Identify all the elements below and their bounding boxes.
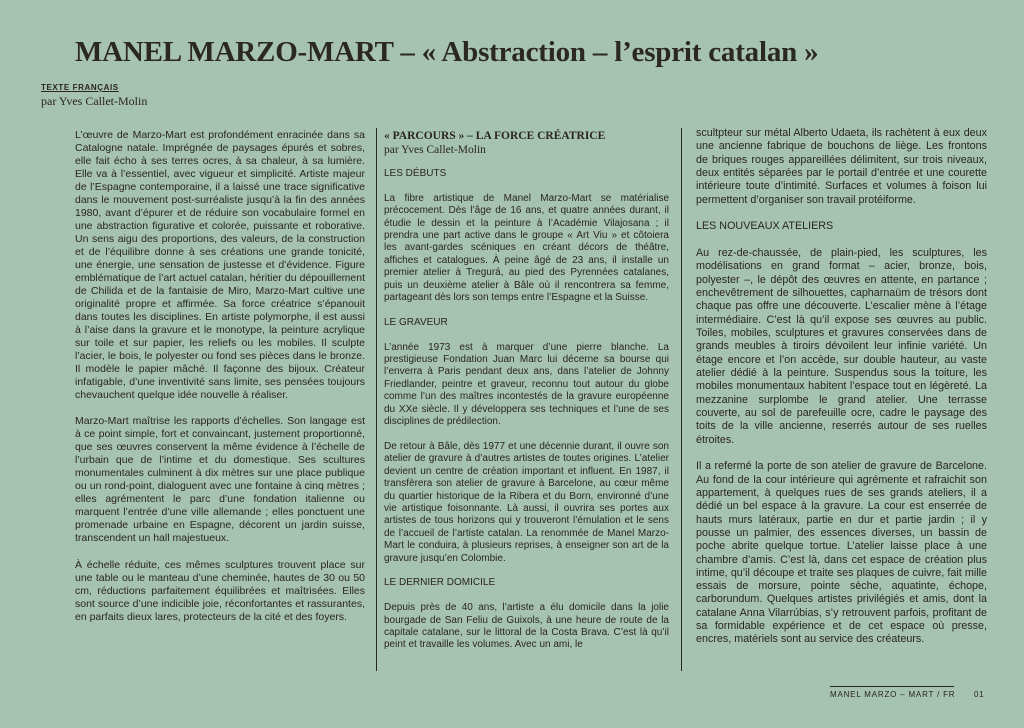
column-divider [681, 128, 682, 671]
column-1 [75, 129, 365, 637]
footer-rule [830, 686, 954, 687]
footer-label: MANEL MARZO – MART / FR [830, 690, 956, 699]
paragraph: De retour à Bâle, dès 1977 et une décennie durant, il ouvre son atelier de gravure à d’autres artistes de toutes origines. L’atelier devient un centre de création important et influent. En 1987, il transfèrera son atelier de gravure à Barcelone, au cœur même du quartier historique de la Ribera et du Born, environné d’une vie artistique foisonnante. Là aussi, il ouvrira ses portes aux artistes de tous horizons qui y trouveront l’émulation et le sens de l’accueil de l’artiste catalan. La renommée de Manel Marzo-Mart le conduira, à plusieurs reprises, à enseigner son art de la gravure jusqu’en Colombie. [384, 440, 669, 564]
column-divider [376, 128, 377, 671]
author-byline: par Yves Callet-Molin [41, 94, 148, 108]
subheading: LES DÉBUTS [384, 168, 447, 179]
page-title: MANEL MARZO-MART – « Abstraction – l’esprit catalan » [75, 36, 819, 68]
paragraph: À échelle réduite, ces mêmes sculptures trouvent place sur une table ou le manteau d’une cheminée, hautes de 30 ou 50 cm, réductions parfaitement équilibrées et maîtrisées. Elles sont source d’une indicible joie, réconfortantes et rassurantes, en parfaits dieux lares, protecteurs de la cité et des foyers. [75, 558, 365, 623]
paragraph: L’année 1973 est à marquer d’une pierre blanche. La prestigieuse Fondation Juan Marc lui décerne sa bourse qui l’enverra à Paris pendant deux ans, dans l’atelier de Johnny Friedlander, peintre et graveur, reconnu tout autour du globe comme l’un des maîtres incontestés de la gravure européenne du XXe siècle. Il y développera ses techniques et l’une de ses disciplines de prédilection. [384, 341, 669, 428]
subheading: LE GRAVEUR [384, 316, 448, 328]
subheading: LES NOUVEAUX ATELIERS [696, 220, 834, 233]
paragraph: Au rez-de-chaussée, de plain-pied, les sculptures, les modélisations en grand format – acier, bronze, bois, polyester –, le dépôt des œuvres en attente, en partance ; enchevêtrement de silhouettes, capharnaüm de trésors dont chaque pas offre une découverte. L’escalier mène à l’étage intermédiaire. C’est là qu’il expose ses œuvres au public. Toiles, mobiles, sculptures et gravures conservées dans de grands meubles à tiroirs dévoilent leur infinie variété. Un étage encore et l’on accède, sur double hauteur, au vaste atelier dédié à la peinture. Suspendus sous la toiture, les mobiles monumentaux habitent l’espace tout en légèreté. La mezzanine surplombe le grand atelier. Une terrasse couverte, au sol de parefeuille ocre, cadre le paysage des toits de la ville ancienne, reserrés autour de ses ruelles étroites. [696, 246, 987, 446]
column-2 [384, 129, 669, 664]
section-title: « PARCOURS » – LA FORCE CRÉATRICE [384, 130, 606, 142]
subheading: LE DERNIER DOMICILE [384, 577, 496, 589]
paragraph: La fibre artistique de Manel Marzo-Mart se matérialise précocement. Dès l’âge de 16 ans, et quatre années durant, il étudie le dessin et la peinture à l’Académie Vilajosana ; il prendra une part active dans le groupe « Art Viu » et côtoiera les avant-gardes scéniques en créant décors de théâtre, affiches et catalogues. À peine âgé de 23 ans, il installe un premier atelier à Tregurá, au pied des Pyrennées catalanes, puis un deuxième atelier à Bâle où il rencontrera sa femme, partageant dès lors son temps entre l’Espagne et la Suisse. [384, 192, 669, 304]
paragraph: Depuis près de 40 ans, l’artiste a élu domicile dans la jolie bourgade de San Feliu de Guixols, à une heure de route de la capitale catalane, sur le littoral de la Costa Brava. C’est là qu’il peint et travaille les volumes. Avec un ami, le [384, 602, 669, 651]
section-byline: par Yves Callet-Molin [384, 144, 486, 156]
paragraph: Marzo-Mart maîtrise les rapports d’échelles. Son langage est à ce point simple, fort et convaincant, justement proportionné, que ses œuvres conservent la même évidence à l’échelle de l’urbain que de l’intime et du domestique. Ses scultures monumentales culminent à dix mètres sur une place publique ou un rond-point, dialoguent avec une fontaine à cinq mètres ; elles agrémentent le parc d’une fondation italienne ou marquent l’entrée d’une ville allemande ; elles ponctuent une promenade urbaine en Espagne, décorent un jardin suisse, transcendent un hall majestueux. [75, 415, 365, 545]
page-number: 01 [974, 690, 985, 699]
language-label: TEXTE FRANÇAIS [41, 83, 119, 92]
column-3 [696, 127, 987, 660]
paragraph: Il a refermé la porte de son atelier de gravure de Barcelone. Au fond de la cour intérieure qui agrémente et rafraichit son appartement, à quelques rues de ses grands ateliers, il a dédié un bel espace à la gravure. La cour est enserrée de hauts murs latéraux, partie en dur et partie jardin ; il y pousse un palmier, des essences diverses, un bassin de poche abrite quelque tortue. L’atelier laisse place à une chambre d’amis. C’est là, dans cet espace de création plus intime, qu’il découpe et traite ses plaques de cuivre, fait mille essais de morsure, pointe sèche, aquatinte, échope, carborundum. Quelques artistes privilégiés et amis, dont la catalane Anna Vilarrúbias, s’y retrouvent parfois, profitant de sa formidable expérience et de cet espace où presse, encres, matériels sont au service des créateurs. [696, 460, 987, 646]
paragraph: L’œuvre de Marzo-Mart est profondément enracinée dans sa Catalogne natale. Imprégnée de paysages épurés et sobres, elle fait écho à ses terres ocres, à sa chaleur, à sa lumière. Elle va à l’essentiel, avec vigueur et simplicité. Artiste majeur de l’Espagne contemporaine, il a laissé une trace significative dans le mouvement post-surréaliste jusqu’à la fin des années 1980, avant d’épurer et de réduire son vocabulaire formel en une abstraction figurative et colorée, puissante et roborative. Un sens aigu des proportions, des valeurs, de la construction et de l’équilibre donne à ses créations une grande tonicité, une énergie, une sensation de justesse et d’évidence. Figure emblématique de l’art actuel catalan, héritier du dépouillement de Chilida et de la fantaisie de Miro, Marzo-Mart cultive une originalité propre et affirmée. Sa force créatrice s’épanouit dans toutes les disciplines. En artiste polymorphe, il est aussi à l’aise dans la gravure et le monotype, la peinture acrylique sur toile et sur papier, les reliefs ou les mobiles. Il sculpte l’acier, le bois, le polyester ou fond ses pièces dans le bronze. Il modèle le papier mâché. Il façonne des bijoux. Créateur infatigable, d’une inventivité sans limite, ses pensées toujours chevauchent quelque idée nouvelle à réaliser. [75, 129, 365, 402]
paragraph: scultpteur sur métal Alberto Udaeta, ils rachètent à eux deux une ancienne fabrique de bouchons de liège. Les frontons de briques rouges appareillées délimitent, sur trois niveaux, deux entités séparées par le portail d’entrée et une courette intérieure toute d’intimité. Surfaces et volumes à foison lui permettent d’organiser son travail protéiforme. [696, 127, 987, 206]
